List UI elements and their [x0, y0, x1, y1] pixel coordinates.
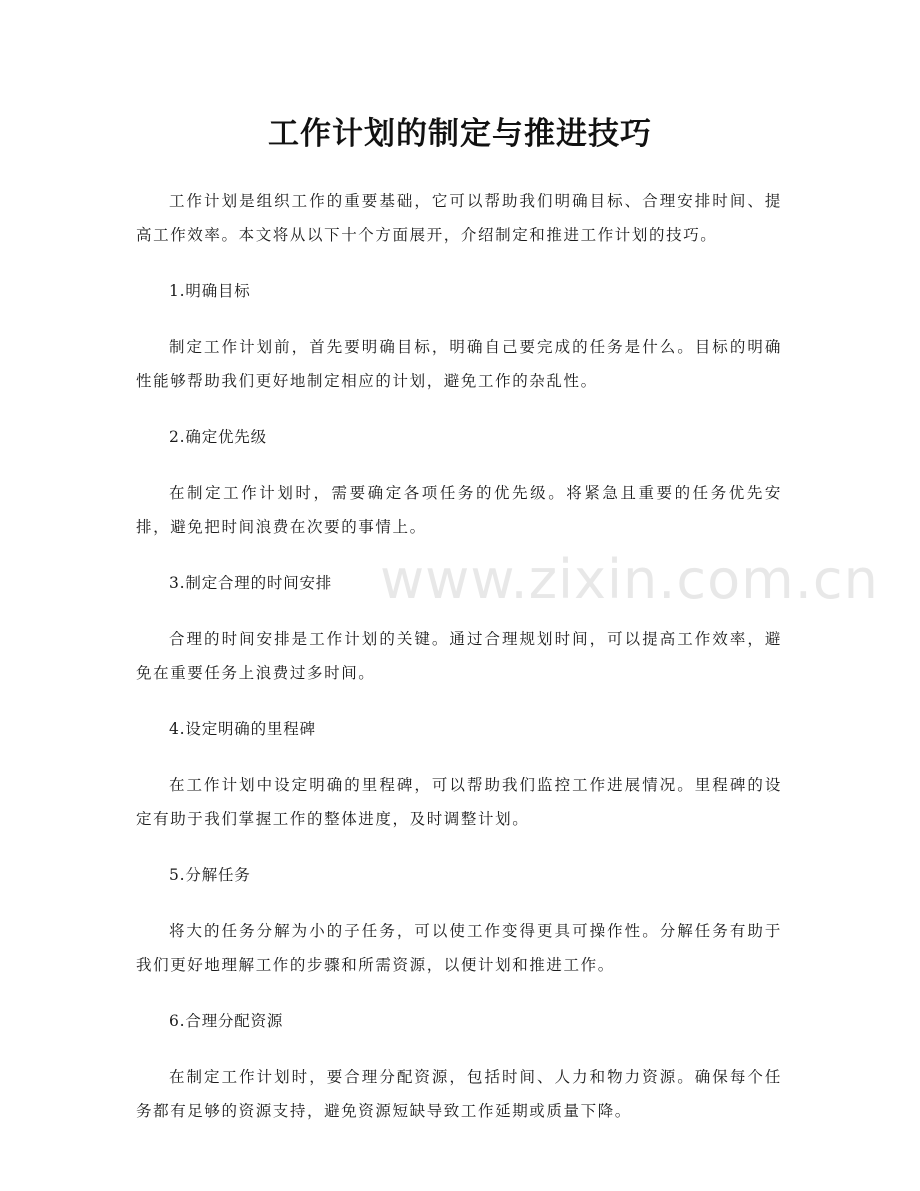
- section-heading-3: 3.制定合理的时间安排: [169, 574, 333, 592]
- section-heading-1: 1.明确目标: [169, 282, 251, 300]
- section-body-2: 在制定工作计划时，需要确定各项任务的优先级。将紧急且重要的任务优先安排，避免把时间浪费在次要的事情上。: [136, 484, 782, 536]
- section-body-4: 在工作计划中设定明确的里程碑，可以帮助我们监控工作进展情况。里程碑的设定有助于我们掌握工作的整体进度，及时调整计划。: [136, 776, 782, 828]
- document-body: [136, 184, 782, 1150]
- section-heading-2: 2.确定优先级: [169, 428, 267, 446]
- section-heading-6: 6.合理分配资源: [169, 1012, 284, 1030]
- section-body-5: 将大的任务分解为小的子任务，可以使工作变得更具可操作性。分解任务有助于我们更好地理解工作的步骤和所需资源，以便计划和推进工作。: [136, 922, 782, 974]
- section-body-3: 合理的时间安排是工作计划的关键。通过合理规划时间，可以提高工作效率，避免在重要任务上浪费过多时间。: [136, 630, 782, 682]
- watermark: www.zixin.com.cn: [380, 548, 879, 611]
- intro-paragraph: 工作计划是组织工作的重要基础，它可以帮助我们明确目标、合理安排时间、提高工作效率。本文将从以下十个方面展开，介绍制定和推进工作计划的技巧。: [136, 192, 782, 244]
- section-heading-4: 4.设定明确的里程碑: [169, 720, 316, 738]
- section-heading-5: 5.分解任务: [169, 866, 251, 884]
- section-body-1: 制定工作计划前，首先要明确目标，明确自己要完成的任务是什么。目标的明确性能够帮助我们更好地制定相应的计划，避免工作的杂乱性。: [136, 338, 782, 390]
- section-body-6: 在制定工作计划时，要合理分配资源，包括时间、人力和物力资源。确保每个任务都有足够的资源支持，避免资源短缺导致工作延期或质量下降。: [136, 1068, 782, 1120]
- page-title: 工作计划的制定与推进技巧: [268, 116, 652, 152]
